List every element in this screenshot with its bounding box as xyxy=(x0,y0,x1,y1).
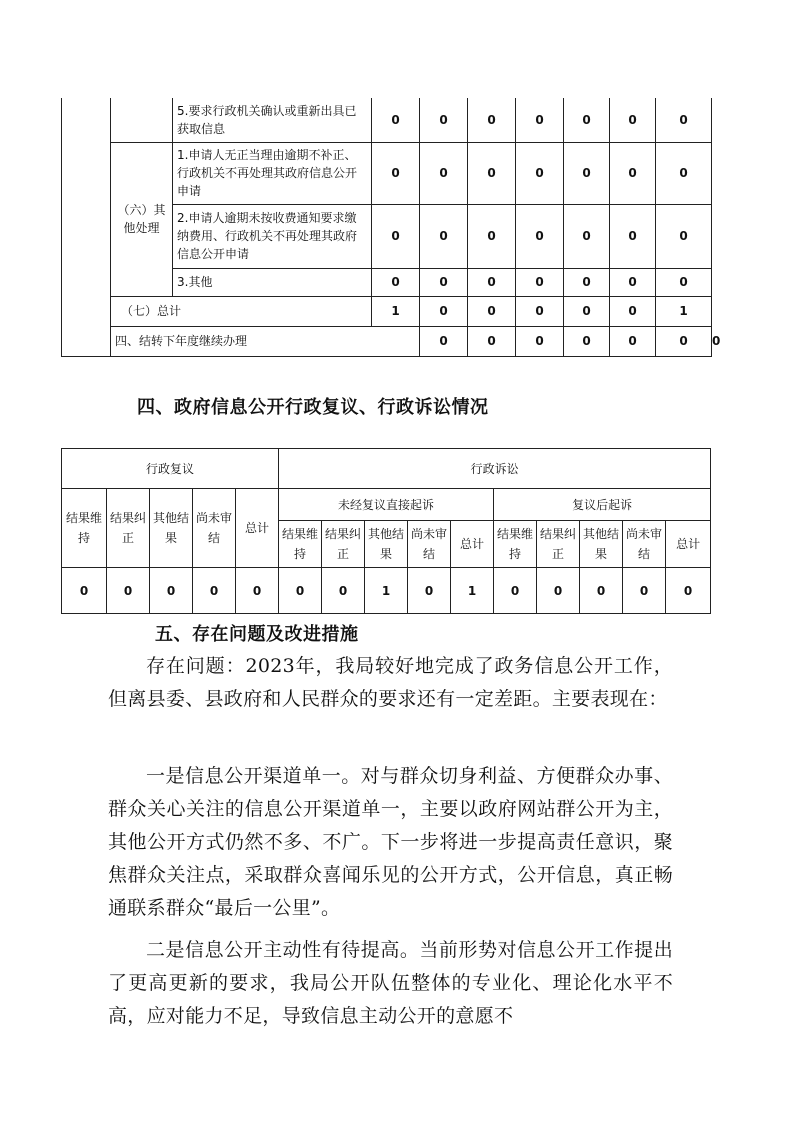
cell-value: 0 xyxy=(656,142,712,204)
cell-value: 0 xyxy=(516,326,564,356)
paragraph-problems: 存在问题：2023年，我局较好地完成了政务信息公开工作，但离县委、县政府和人民群众的要求还有一定差距。主要表现在： xyxy=(108,655,673,710)
cell-value: 0 xyxy=(564,268,610,296)
cell-value: 0 xyxy=(420,142,468,204)
cell-value: 0 xyxy=(279,568,322,614)
col-other: 其他结果 xyxy=(580,521,623,568)
cell-value: 0 xyxy=(516,98,564,142)
group-cell xyxy=(111,98,173,142)
cell-value: 0 xyxy=(656,326,712,356)
cell-value: 0 xyxy=(150,568,193,614)
cell-value: 0 xyxy=(564,326,610,356)
cell-value: 1 xyxy=(372,296,420,326)
cell-value: 0 xyxy=(516,204,564,268)
cell-value: 0 xyxy=(494,568,537,614)
cell-value: 0 xyxy=(372,268,420,296)
cell-value: 0 xyxy=(420,326,468,356)
table-row xyxy=(62,489,711,521)
cell-value: 0 xyxy=(656,204,712,268)
table-row xyxy=(62,142,712,204)
cell-value: 0 xyxy=(193,568,236,614)
cell-value: 0 xyxy=(420,296,468,326)
col-total: 总计 xyxy=(451,521,494,568)
cell-value: 0 xyxy=(107,568,150,614)
values-row xyxy=(62,568,711,614)
table-row xyxy=(62,449,711,489)
col-maintain: 结果维持 xyxy=(494,521,537,568)
cell-value: 0 xyxy=(610,98,656,142)
cell-value: 0 xyxy=(408,568,451,614)
after-review-suit-header: 复议后起诉 xyxy=(494,489,711,521)
cell-value: 0 xyxy=(420,204,468,268)
row-label: 1.申请人无正当理由逾期不补正、行政机关不再处理其政府信息公开申请 xyxy=(173,142,372,204)
cell-value: 1 xyxy=(656,296,712,326)
col-total: 总计 xyxy=(666,521,711,568)
cell-value: 0 xyxy=(516,142,564,204)
cell-value: 0 xyxy=(564,296,610,326)
paragraph-point-one: 一是信息公开渠道单一。对与群众切身利益、方便群众办事、群众关心关注的信息公开渠道单一，主要以政府网站群公开为主，其他公开方式仍然不多、不广。下一步将进一步提高责任意识，聚焦群众关注点，采取群众喜闻乐见的公开方式，公开信息，真正畅通联系群众“最后一公里”。 xyxy=(108,765,673,919)
cell-value: 0 xyxy=(656,268,712,296)
cell-value: 0 xyxy=(372,142,420,204)
row-label: 5.要求行政机关确认或重新出具已获取信息 xyxy=(173,98,372,142)
cell-value: 0 xyxy=(420,268,468,296)
cell-value: 0 xyxy=(610,204,656,268)
cell-value: 0 xyxy=(564,98,610,142)
section4-heading: 四、政府信息公开行政复议、行政诉讼情况 xyxy=(137,397,489,418)
cell-value: 0 xyxy=(372,98,420,142)
col-correct: 结果纠正 xyxy=(537,521,580,568)
cell-value: 0 xyxy=(564,204,610,268)
direct-suit-header: 未经复议直接起诉 xyxy=(279,489,494,521)
admin-litigation-header: 行政诉讼 xyxy=(279,449,711,489)
row-label: 2.申请人逾期未按收费通知要求缴纳费用、行政机关不再处理其政府信息公开申请 xyxy=(173,204,372,268)
cell-value: 0 xyxy=(322,568,365,614)
cell-value: 0 xyxy=(468,296,516,326)
admin-review-header: 行政复议 xyxy=(62,449,279,489)
col-correct: 结果纠正 xyxy=(322,521,365,568)
col-other: 其他结果 xyxy=(365,521,408,568)
cell-value: 1 xyxy=(365,568,408,614)
col-pending: 尚未审结 xyxy=(408,521,451,568)
cell-value: 0 xyxy=(610,268,656,296)
table-row xyxy=(62,98,712,142)
cell-value: 0 xyxy=(468,268,516,296)
section5-heading: 五、存在问题及改进措施 xyxy=(155,624,359,645)
paragraph-point-two: 二是信息公开主动性有待提高。当前形势对信息公开工作提出了更高更新的要求，我局公开队伍整体的专业化、理论化水平不高，应对能力不足，导致信息主动公开的意愿不 xyxy=(108,939,673,1027)
col-correct: 结果纠正 xyxy=(107,489,150,568)
cell-value: 0 xyxy=(610,326,656,356)
carry-over-row: 四、结转下年度继续办理 0 0 0 0 0 0 0 xyxy=(62,326,712,356)
cell-value: 0 xyxy=(236,568,279,614)
cell-value: 0 xyxy=(623,568,666,614)
cell-value: 0 xyxy=(516,296,564,326)
cell-value: 0 xyxy=(372,204,420,268)
cell-value: 0 xyxy=(468,204,516,268)
total-label: （七）总计 xyxy=(111,296,372,326)
outer-category-cell xyxy=(62,98,111,356)
cell-value: 0 xyxy=(564,142,610,204)
cell-value: 0 xyxy=(468,98,516,142)
total-row xyxy=(62,296,712,326)
application-handling-table xyxy=(61,98,721,357)
cell-value: 0 xyxy=(610,142,656,204)
carry-label: 四、结转下年度继续办理 xyxy=(111,326,420,356)
cell-value: 0 xyxy=(610,296,656,326)
col-maintain: 结果维持 xyxy=(62,489,107,568)
col-pending: 尚未审结 xyxy=(193,489,236,568)
row-label: 3.其他 xyxy=(173,268,372,296)
cell-value: 0 xyxy=(537,568,580,614)
col-other: 其他结果 xyxy=(150,489,193,568)
cell-value: 0 xyxy=(468,142,516,204)
cell-value: 0 xyxy=(656,98,712,142)
col-total: 总计 xyxy=(236,489,279,568)
col-pending: 尚未审结 xyxy=(623,521,666,568)
cell-value: 0 xyxy=(62,568,107,614)
cell-value: 0 xyxy=(468,326,516,356)
group6-label: （六）其他处理 xyxy=(111,142,173,296)
cell-value: 0 xyxy=(666,568,711,614)
cell-value: 0 xyxy=(580,568,623,614)
col-maintain: 结果维持 xyxy=(279,521,322,568)
cell-value: 0 xyxy=(516,268,564,296)
cell-value: 0 xyxy=(420,98,468,142)
review-litigation-table xyxy=(61,448,711,614)
cell-value: 1 xyxy=(451,568,494,614)
